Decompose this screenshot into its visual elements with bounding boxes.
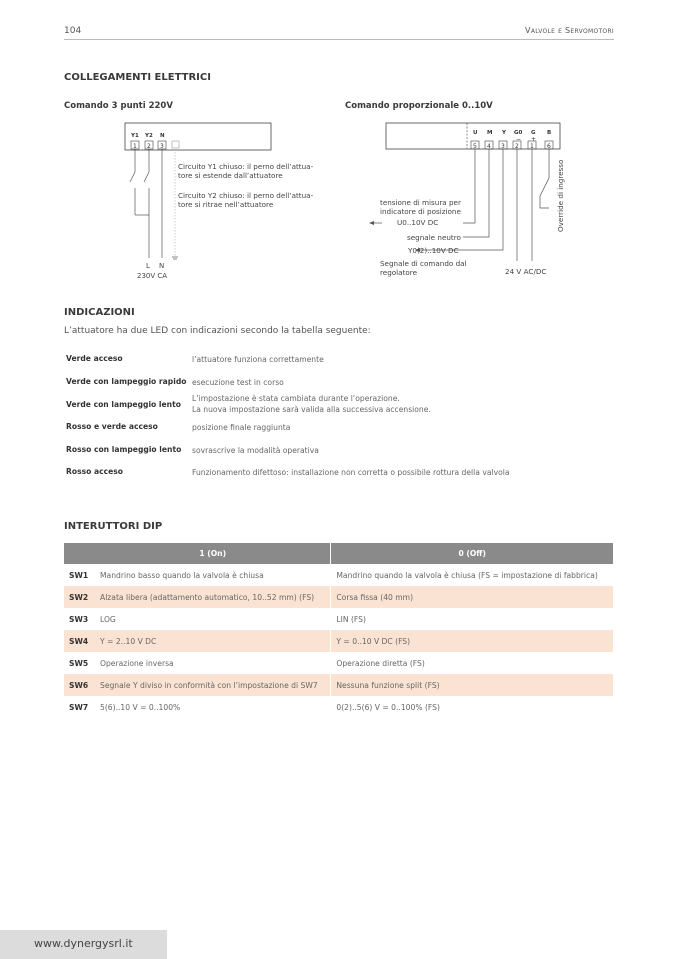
switch-id: SW2 bbox=[64, 586, 95, 608]
terminal-number-4: 4 bbox=[487, 143, 491, 150]
indication-label: Verde con lampeggio rapido bbox=[66, 377, 187, 386]
off-description: LIN (FS) bbox=[336, 614, 366, 624]
terminal-number-1: 1 bbox=[133, 143, 137, 150]
indication-value: l’attuatore funziona correttamente bbox=[192, 355, 324, 364]
u-range-label: U0..10V DC bbox=[397, 218, 439, 227]
column-header-switch bbox=[64, 543, 95, 564]
indication-value: L’impostazione è stata cambiata durante l’operazione. La nuova impostazione sarà valida alla successiva accensione. bbox=[192, 394, 431, 414]
terminal-label-m: M bbox=[487, 130, 493, 136]
dip-switch-table bbox=[64, 543, 613, 718]
terminal-number-3: 3 bbox=[160, 143, 164, 150]
off-description: Mandrino quando la valvola è chiusa (FS = impostazione di fabbrica) bbox=[336, 570, 598, 580]
on-description: Y = 2..10 V DC bbox=[95, 630, 331, 652]
indication-value: posizione finale raggiunta bbox=[192, 423, 291, 432]
table-row bbox=[64, 630, 613, 652]
switch-id: SW7 bbox=[69, 702, 89, 712]
table-row bbox=[64, 608, 613, 630]
terminal-label-b: B bbox=[547, 130, 552, 136]
label-n: N bbox=[159, 262, 165, 270]
off-description: Operazione diretta (FS) bbox=[336, 658, 425, 668]
table-row bbox=[64, 674, 613, 696]
terminal-number-1: 1 bbox=[530, 143, 534, 150]
terminal-label-y2: Y2 bbox=[145, 133, 153, 139]
circuit-y2-note: Circuito Y2 chiuso: il perno dell’attua- tore si ritrae nell’attuatore bbox=[178, 191, 314, 209]
left-diagram-subtitle: Comando 3 punti 220V bbox=[64, 101, 173, 111]
off-description: Y = 0..10 V DC (FS) bbox=[331, 630, 613, 652]
table-row bbox=[64, 586, 613, 608]
polarity-minus: − bbox=[516, 136, 522, 143]
indication-label: Verde acceso bbox=[66, 354, 123, 363]
on-description: Alzata libera (adattamento automatico, 10..52 mm) (FS) bbox=[95, 586, 331, 608]
label-l: L bbox=[146, 262, 150, 270]
on-description: Mandrino basso quando la valvola è chiusa bbox=[95, 564, 331, 586]
table-row bbox=[64, 564, 613, 586]
terminal-number-5: 5 bbox=[473, 143, 477, 150]
page-number: 104 bbox=[64, 26, 82, 36]
indication-value: sovrascrive la modalità operativa bbox=[192, 446, 319, 455]
arrow-icon bbox=[369, 221, 374, 225]
right-diagram-subtitle: Comando proporzionale 0..10V bbox=[345, 101, 493, 111]
indication-label: Verde con lampeggio lento bbox=[66, 400, 181, 409]
terminal-label-n: N bbox=[160, 133, 165, 139]
on-description: Segnale Y diviso in conformità con l’impostazione di SW7 bbox=[95, 674, 331, 696]
off-description: 0(2)..5(6) V = 0..100% (FS) bbox=[336, 702, 440, 712]
terminal-number-3: 3 bbox=[501, 143, 505, 150]
dip-title: INTERUTTORI DIP bbox=[64, 521, 163, 532]
indication-value: esecuzione test in corso bbox=[192, 378, 284, 387]
terminal-number-2: 2 bbox=[147, 143, 151, 150]
y-range-label: Y0(2)..10V DC bbox=[408, 246, 459, 255]
header-divider bbox=[64, 39, 614, 40]
indication-value: Funzionamento difettoso: installazione non corretta o possibile rottura della valvola bbox=[192, 468, 510, 477]
indications-intro: L’attuatore ha due LED con indicazioni secondo la tabella seguente: bbox=[64, 326, 371, 336]
website-link[interactable]: www.dynergysrl.it bbox=[34, 937, 133, 950]
switch-id: SW5 bbox=[69, 658, 89, 668]
earth-terminal-icon bbox=[172, 141, 179, 148]
on-description: 5(6)..10 V = 0..100% bbox=[95, 696, 331, 718]
terminal-label-g0: G0 bbox=[514, 130, 523, 136]
on-description: LOG bbox=[95, 608, 331, 630]
supply-24v-label: 24 V AC/DC bbox=[505, 267, 547, 276]
column-header-on: 1 (On) bbox=[95, 543, 331, 564]
neutral-signal-label: segnale neutro bbox=[407, 233, 461, 242]
switch-id: SW1 bbox=[69, 570, 89, 580]
on-description: Operazione inversa bbox=[95, 652, 331, 674]
terminal-label-y: Y bbox=[502, 130, 506, 136]
table-row bbox=[64, 696, 613, 718]
switch-id: SW3 bbox=[69, 614, 89, 624]
supply-230v: 230V CA bbox=[137, 272, 168, 280]
indication-label: Rosso e verde acceso bbox=[66, 422, 158, 431]
switch-id: SW6 bbox=[64, 674, 95, 696]
terminal-label-g: G bbox=[531, 130, 536, 136]
indication-label: Rosso con lampeggio lento bbox=[66, 445, 182, 454]
table-row bbox=[64, 652, 613, 674]
table-header-row bbox=[64, 543, 613, 564]
measure-voltage-note: tensione di misura per indicatore di posizione bbox=[380, 198, 461, 216]
off-description: Nessuna funzione split (FS) bbox=[331, 674, 613, 696]
circuit-y1-note: Circuito Y1 chiuso: il perno dell’attua- tore si estende dall’attuatore bbox=[178, 162, 314, 180]
indication-label: Rosso acceso bbox=[66, 467, 123, 476]
command-signal-note: Segnale di comando dal regolatore bbox=[380, 259, 467, 277]
polarity-plus: + bbox=[531, 136, 537, 143]
override-input-label: Override di ingresso bbox=[556, 159, 565, 232]
switch-id: SW4 bbox=[64, 630, 95, 652]
terminal-number-6: 6 bbox=[547, 143, 551, 150]
off-description: Corsa fissa (40 mm) bbox=[331, 586, 613, 608]
terminal-label-u: U bbox=[473, 130, 478, 136]
indications-title: INDICAZIONI bbox=[64, 307, 135, 318]
terminal-label-y1: Y1 bbox=[131, 133, 139, 139]
section-title: Valvole e Servomotori bbox=[525, 26, 614, 35]
terminal-number-2: 2 bbox=[515, 143, 519, 150]
electrical-title: COLLEGAMENTI ELETTRICI bbox=[64, 72, 211, 83]
column-header-off: 0 (Off) bbox=[331, 543, 613, 564]
